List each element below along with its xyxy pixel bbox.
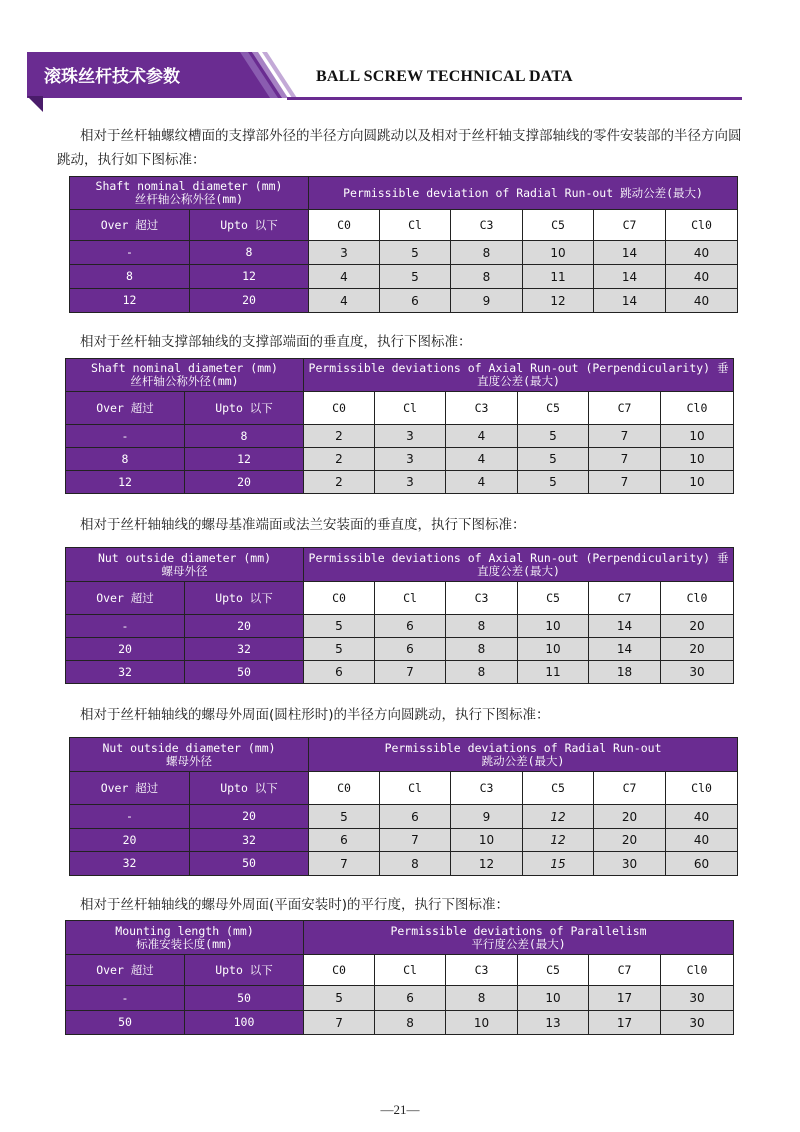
value-cell: 2	[304, 471, 375, 494]
value-cell: 3	[375, 448, 446, 471]
grade-header: C3	[446, 582, 518, 615]
value-cell: 8	[446, 661, 518, 684]
upto-header: Upto 以下	[185, 955, 304, 986]
value-cell: 3	[309, 241, 380, 265]
table-row	[70, 852, 738, 876]
value-cell: 12	[451, 852, 523, 876]
upto-cell: 50	[190, 852, 309, 876]
value-cell: 30	[661, 986, 734, 1011]
table-row	[66, 471, 734, 494]
value-cell: 14	[594, 241, 666, 265]
table-row	[70, 289, 738, 313]
value-cell: 5	[380, 241, 451, 265]
upto-cell: 12	[190, 265, 309, 289]
upto-cell: 100	[185, 1011, 304, 1035]
upto-cell: 20	[185, 615, 304, 638]
value-cell: 14	[589, 615, 661, 638]
over-cell: -	[66, 986, 185, 1011]
grade-header: C7	[589, 582, 661, 615]
upto-cell: 50	[185, 986, 304, 1011]
value-cell: 30	[661, 661, 734, 684]
value-cell: 11	[523, 265, 594, 289]
value-cell: 60	[666, 852, 738, 876]
value-cell: 5	[380, 265, 451, 289]
grade-header: C7	[589, 392, 661, 425]
grade-header: C5	[518, 392, 589, 425]
table-row	[66, 425, 734, 448]
grade-header: Cl0	[661, 582, 734, 615]
over-header: Over 超过	[66, 955, 185, 986]
table-row	[70, 829, 738, 852]
grade-header: C0	[304, 582, 375, 615]
over-cell: 20	[70, 829, 190, 852]
grade-header: Cl	[375, 582, 446, 615]
value-cell: 6	[380, 289, 451, 313]
axial-runout-nut-table	[65, 547, 734, 684]
value-cell: 8	[380, 852, 451, 876]
table-row	[66, 448, 734, 471]
value-cell: 5	[304, 615, 375, 638]
grade-header: C0	[304, 392, 375, 425]
value-cell: 10	[518, 615, 589, 638]
value-cell: 14	[589, 638, 661, 661]
over-header: Over 超过	[66, 392, 185, 425]
value-cell: 2	[304, 448, 375, 471]
axial-runout-shaft-table	[65, 358, 734, 494]
table-row	[70, 241, 738, 265]
value-cell: 4	[309, 265, 380, 289]
over-header: Over 超过	[70, 772, 190, 805]
value-cell: 4	[309, 289, 380, 313]
value-cell: 20	[661, 638, 734, 661]
column-header-permissible: Permissible deviations of Parallelism 平行度公差(最大)	[304, 921, 734, 955]
value-cell: 9	[451, 289, 523, 313]
value-cell: 40	[666, 265, 738, 289]
value-cell: 7	[589, 425, 661, 448]
value-cell: 5	[518, 471, 589, 494]
parallelism-table	[65, 920, 734, 1035]
grade-header: C3	[446, 392, 518, 425]
value-cell: 7	[309, 852, 380, 876]
upto-cell: 12	[185, 448, 304, 471]
value-cell: 17	[589, 986, 661, 1011]
value-cell: 5	[518, 425, 589, 448]
grade-header: C5	[518, 955, 589, 986]
grade-header: C3	[451, 210, 523, 241]
value-cell: 6	[375, 615, 446, 638]
value-cell: 7	[380, 829, 451, 852]
over-cell: -	[70, 805, 190, 829]
over-cell: 12	[66, 471, 185, 494]
value-cell: 40	[666, 829, 738, 852]
value-cell: 5	[309, 805, 380, 829]
table-row	[66, 638, 734, 661]
value-cell: 10	[661, 425, 734, 448]
value-cell: 12	[523, 805, 594, 829]
grade-header: C3	[451, 772, 523, 805]
value-cell: 5	[304, 638, 375, 661]
over-cell: 8	[66, 448, 185, 471]
value-cell: 7	[375, 661, 446, 684]
grade-header: C5	[523, 210, 594, 241]
column-header-diameter: Shaft nominal diameter (mm) 丝杆轴公称外径(mm)	[66, 359, 304, 392]
radial-runout-shaft-table	[69, 176, 738, 313]
over-cell: 8	[70, 265, 190, 289]
value-cell: 2	[304, 425, 375, 448]
over-header: Over 超过	[70, 210, 190, 241]
grade-header: Cl	[380, 210, 451, 241]
grade-header: C3	[446, 955, 518, 986]
value-cell: 6	[304, 661, 375, 684]
grade-header: C7	[594, 772, 666, 805]
value-cell: 7	[589, 448, 661, 471]
over-cell: -	[66, 425, 185, 448]
upto-header: Upto 以下	[185, 392, 304, 425]
grade-header: Cl0	[666, 210, 738, 241]
over-header: Over 超过	[66, 582, 185, 615]
value-cell: 8	[446, 986, 518, 1011]
section-1-intro: 相对于丝杆轴螺纹槽面的支撑部外径的半径方向圆跳动以及相对于丝杆轴支撑部轴线的零件安装部的半径方向圆跳动，执行如下图标准：	[57, 128, 742, 168]
grade-header: Cl0	[661, 955, 734, 986]
value-cell: 8	[446, 638, 518, 661]
page-number: —21—	[380, 1102, 420, 1117]
value-cell: 8	[446, 615, 518, 638]
table-row	[66, 615, 734, 638]
grade-header: C7	[589, 955, 661, 986]
upto-cell: 20	[190, 289, 309, 313]
value-cell: 8	[375, 1011, 446, 1035]
value-cell: 40	[666, 805, 738, 829]
over-cell: 32	[70, 852, 190, 876]
value-cell: 8	[451, 241, 523, 265]
table-row	[66, 986, 734, 1011]
value-cell: 11	[518, 661, 589, 684]
grade-header: Cl	[380, 772, 451, 805]
value-cell: 4	[446, 425, 518, 448]
value-cell: 20	[661, 615, 734, 638]
value-cell: 12	[523, 289, 594, 313]
value-cell: 12	[523, 829, 594, 852]
grade-header: C5	[523, 772, 594, 805]
column-header-permissible: Permissible deviation of Radial Run-out 跳动公差(最大)	[309, 177, 738, 210]
section-3-intro: 相对于丝杆轴轴线的螺母基准端面或法兰安装面的垂直度，执行下图标准：	[80, 517, 526, 533]
column-header-diameter: Shaft nominal diameter (mm) 丝杆轴公称外径(mm)	[70, 177, 309, 210]
value-cell: 18	[589, 661, 661, 684]
value-cell: 40	[666, 241, 738, 265]
upto-cell: 32	[185, 638, 304, 661]
upto-cell: 32	[190, 829, 309, 852]
table-row	[66, 661, 734, 684]
upto-cell: 20	[185, 471, 304, 494]
value-cell: 4	[446, 471, 518, 494]
column-header-permissible: Permissible deviations of Axial Run-out (Perpendicularity) 垂直度公差(最大)	[304, 359, 734, 392]
header-stripes-decoration	[226, 52, 306, 98]
value-cell: 14	[594, 289, 666, 313]
column-header-diameter: Nut outside diameter (mm) 螺母外径	[66, 548, 304, 582]
value-cell: 10	[518, 986, 589, 1011]
value-cell: 3	[375, 471, 446, 494]
over-cell: 50	[66, 1011, 185, 1035]
value-cell: 6	[380, 805, 451, 829]
header-underline	[287, 97, 742, 100]
value-cell: 10	[446, 1011, 518, 1035]
header-tab-fold	[27, 96, 43, 112]
column-header-length: Mounting length (mm) 标准安装长度(mm)	[66, 921, 304, 955]
section-4-intro: 相对于丝杆轴轴线的螺母外周面(圆柱形时)的半径方向圆跳动，执行下图标准：	[80, 707, 550, 723]
grade-header: C0	[309, 772, 380, 805]
header-title-cn: 滚珠丝杆技术参数	[44, 67, 180, 87]
value-cell: 3	[375, 425, 446, 448]
value-cell: 9	[451, 805, 523, 829]
value-cell: 5	[518, 448, 589, 471]
section-5-intro: 相对于丝杆轴轴线的螺母外周面(平面安装时)的平行度，执行下图标准：	[80, 897, 510, 913]
grade-header: Cl	[375, 955, 446, 986]
value-cell: 17	[589, 1011, 661, 1035]
over-cell: 32	[66, 661, 185, 684]
value-cell: 10	[661, 471, 734, 494]
upto-cell: 20	[190, 805, 309, 829]
value-cell: 14	[594, 265, 666, 289]
grade-header: Cl0	[666, 772, 738, 805]
column-header-diameter: Nut outside diameter (mm) 螺母外径	[70, 738, 309, 772]
table-row	[66, 1011, 734, 1035]
value-cell: 15	[523, 852, 594, 876]
over-cell: -	[70, 241, 190, 265]
column-header-permissible: Permissible deviations of Radial Run-out 跳动公差(最大)	[309, 738, 738, 772]
value-cell: 8	[451, 265, 523, 289]
upto-cell: 8	[185, 425, 304, 448]
value-cell: 20	[594, 805, 666, 829]
over-cell: -	[66, 615, 185, 638]
grade-header: Cl	[375, 392, 446, 425]
grade-header: Cl0	[661, 392, 734, 425]
value-cell: 7	[589, 471, 661, 494]
value-cell: 13	[518, 1011, 589, 1035]
grade-header: C0	[309, 210, 380, 241]
upto-cell: 50	[185, 661, 304, 684]
grade-header: C7	[594, 210, 666, 241]
value-cell: 4	[446, 448, 518, 471]
value-cell: 5	[304, 986, 375, 1011]
over-cell: 20	[66, 638, 185, 661]
grade-header: C5	[518, 582, 589, 615]
upto-header: Upto 以下	[190, 772, 309, 805]
value-cell: 40	[666, 289, 738, 313]
column-header-permissible: Permissible deviations of Axial Run-out (Perpendicularity) 垂直度公差(最大)	[304, 548, 734, 582]
value-cell: 10	[661, 448, 734, 471]
section-2-intro: 相对于丝杆轴支撑部轴线的支撑部端面的垂直度，执行下图标准：	[80, 334, 472, 350]
grade-header: C0	[304, 955, 375, 986]
over-cell: 12	[70, 289, 190, 313]
value-cell: 30	[594, 852, 666, 876]
value-cell: 30	[661, 1011, 734, 1035]
upto-cell: 8	[190, 241, 309, 265]
table-row	[70, 265, 738, 289]
table-row	[70, 805, 738, 829]
value-cell: 10	[518, 638, 589, 661]
upto-header: Upto 以下	[190, 210, 309, 241]
value-cell: 10	[523, 241, 594, 265]
value-cell: 6	[375, 638, 446, 661]
header-title-en: BALL SCREW TECHNICAL DATA	[316, 68, 573, 85]
value-cell: 6	[375, 986, 446, 1011]
upto-header: Upto 以下	[185, 582, 304, 615]
radial-runout-nut-table	[69, 737, 738, 876]
value-cell: 20	[594, 829, 666, 852]
value-cell: 7	[304, 1011, 375, 1035]
value-cell: 10	[451, 829, 523, 852]
value-cell: 6	[309, 829, 380, 852]
